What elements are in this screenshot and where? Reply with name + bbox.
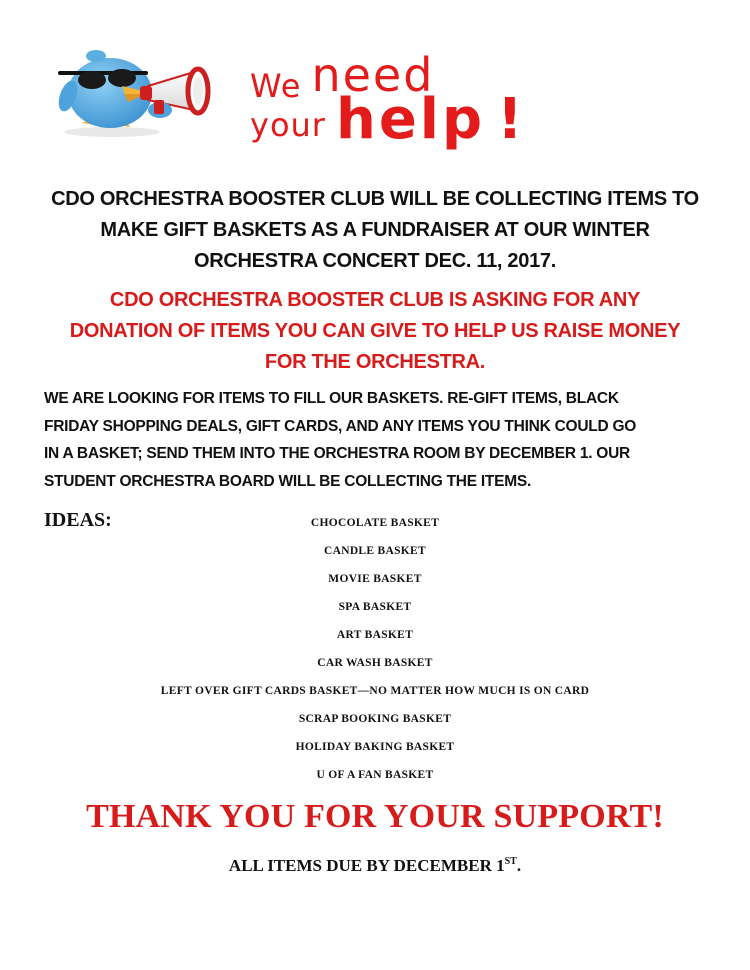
intro-line: CDO ORCHESTRA BOOSTER CLUB WILL BE COLLECTING ITEMS TO — [51, 188, 699, 210]
idea-item: MOVIE BASKET — [328, 573, 422, 585]
bird-with-megaphone-icon — [52, 38, 242, 138]
due-superscript: ST — [504, 856, 517, 867]
ideas-heading: IDEAS: — [44, 509, 112, 531]
idea-item: SCRAP BOOKING BASKET — [298, 713, 452, 725]
ask-line: DONATION OF ITEMS YOU CAN GIVE TO HELP US RAISE MONEY — [69, 320, 681, 342]
details-line: WE ARE LOOKING FOR ITEMS TO FILL OUR BASKETS. RE-GIFT ITEMS, BLACK — [44, 390, 619, 407]
idea-item: ART BASKET — [336, 629, 414, 641]
idea-item: SPA BASKET — [338, 601, 412, 613]
due-date-note — [0, 856, 750, 876]
intro-line: ORCHESTRA CONCERT DEC. 11, 2017. — [194, 250, 556, 272]
headline-help: help — [335, 87, 486, 152]
headline-exclamation: ! — [497, 87, 523, 152]
idea-item: CANDLE BASKET — [324, 545, 426, 557]
due-end: . — [516, 856, 522, 875]
ask-line: FOR THE ORCHESTRA. — [264, 351, 486, 373]
idea-item: U OF A FAN BASKET — [316, 769, 434, 781]
headline-need: need — [311, 48, 435, 102]
intro-line: MAKE GIFT BASKETS AS A FUNDRAISER AT OUR WINTER — [100, 219, 650, 241]
thank-you-heading: THANK YOU FOR YOUR SUPPORT! — [86, 798, 664, 835]
ask-line: CDO ORCHESTRA BOOSTER CLUB IS ASKING FOR ANY — [109, 289, 641, 311]
details-paragraph — [44, 385, 724, 495]
details-line: IN A BASKET; SEND THEM INTO THE ORCHESTRA ROOM BY DECEMBER 1. OUR — [44, 445, 630, 463]
idea-item: LEFT OVER GIFT CARDS BASKET—NO MATTER HOW MUCH IS ON CARD — [160, 685, 590, 697]
idea-item: HOLIDAY BAKING BASKET — [295, 741, 455, 753]
idea-item: CHOCOLATE BASKET — [310, 517, 440, 529]
donation-request-paragraph — [36, 285, 714, 378]
headline-we: We — [250, 67, 302, 105]
headline-your: your — [250, 106, 326, 144]
details-line: STUDENT ORCHESTRA BOARD WILL BE COLLECTING THE ITEMS. — [44, 472, 532, 490]
ideas-list — [150, 514, 600, 794]
header-banner — [52, 38, 632, 152]
due-text: ALL ITEMS DUE BY DECEMBER 1 — [228, 856, 505, 875]
idea-item: CAR WASH BASKET — [317, 657, 433, 669]
details-line: FRIDAY SHOPPING DEALS, GIFT CARDS, AND ANY ITEMS YOU THINK COULD GO — [44, 417, 637, 435]
intro-paragraph — [36, 184, 714, 277]
